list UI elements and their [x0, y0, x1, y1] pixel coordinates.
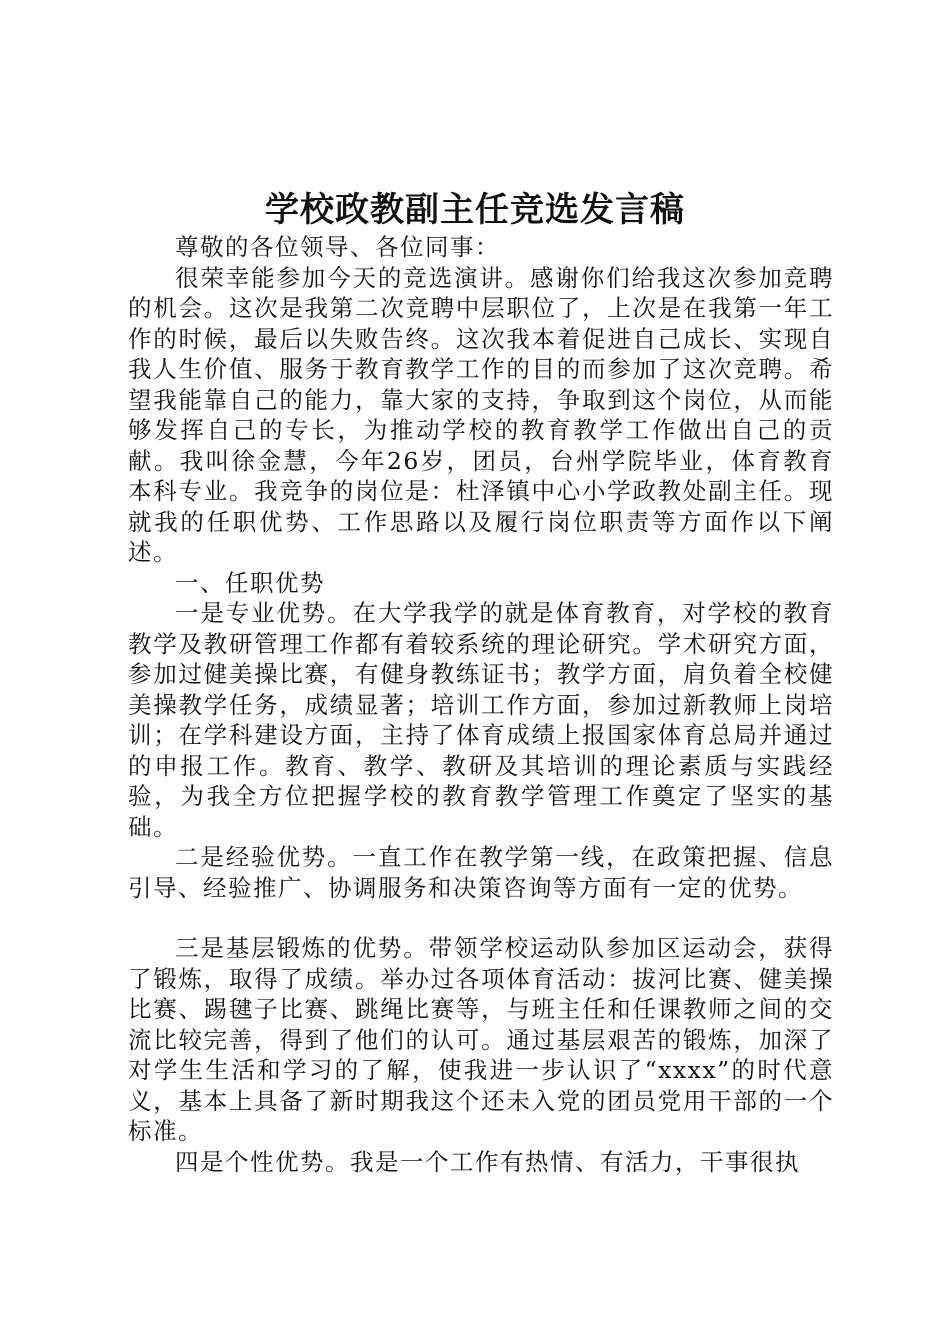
- intro-paragraph: 很荣幸能参加今天的竞选演讲。感谢你们给我这次参加竞聘的机会。这次是我第二次竞聘中层职位了，上次是在我第一年工作的时候，最后以失败告终。这次我本着促进自己成长、实现自我人生价值、服务于教育教学工作的目的而参加了这次竞聘。希望我能靠自己的能力，靠大家的支持，争取到这个岗位，从而能够发挥自己的专长，为推动学校的教育教学工作做出自己的贡献。我叫徐金慧，今年26岁，团员，台州学院毕业，体育教育本科专业。我竞争的岗位是：杜泽镇中心小学政教处副主任。现就我的任职优势、工作思路以及履行岗位职责等方面作以下阐述。: [128, 263, 834, 566]
- personality-advantage-paragraph: 四是个性优势。我是一个工作有热情、有活力，干事很执: [175, 1147, 800, 1176]
- professional-advantage-paragraph: 一是专业优势。在大学我学的就是体育教育，对学校的教育教学及教研管理工作都有着较系统的理论研究。学术研究方面，参加过健美操比赛，有健身教练证书；教学方面，肩负着全校健美操教学任务，成绩显著；培训工作方面，参加过新教师上岗培训；在学科建设方面，主持了体育成绩上报国家体育总局并通过的申报工作。教育、教学、教研及其培训的理论素质与实践经验，为我全方位把握学校的教育教学管理工作奠定了坚实的基础。: [128, 599, 834, 841]
- document-body: [128, 232, 834, 1177]
- section-heading: 一、任职优势: [175, 568, 325, 597]
- salutation-paragraph: 尊敬的各位领导、各位同事：: [175, 233, 500, 261]
- document-title: 学校政教副主任竞选发言稿: [265, 190, 685, 230]
- experience-advantage-paragraph: 二是经验优势。一直工作在教学第一线，在政策把握、信息引导、经验推广、协调服务和决策咨询等方面有一定的优势。: [128, 843, 834, 902]
- grassroots-advantage-paragraph: 三是基层锻炼的优势。带领学校运动队参加区运动会，获得了锻炼，取得了成绩。举办过各项体育活动：拔河比赛、健美操比赛、踢毽子比赛、跳绳比赛等，与班主任和任课教师之间的交流比较完善，得到了他们的认可。通过基层艰苦的锻炼，加深了对学生生活和学习的了解，使我进一步认识了“xxxx”的时代意义，基本上具备了新时期我这个还未入党的团员党用干部的一个标准。: [128, 934, 834, 1145]
